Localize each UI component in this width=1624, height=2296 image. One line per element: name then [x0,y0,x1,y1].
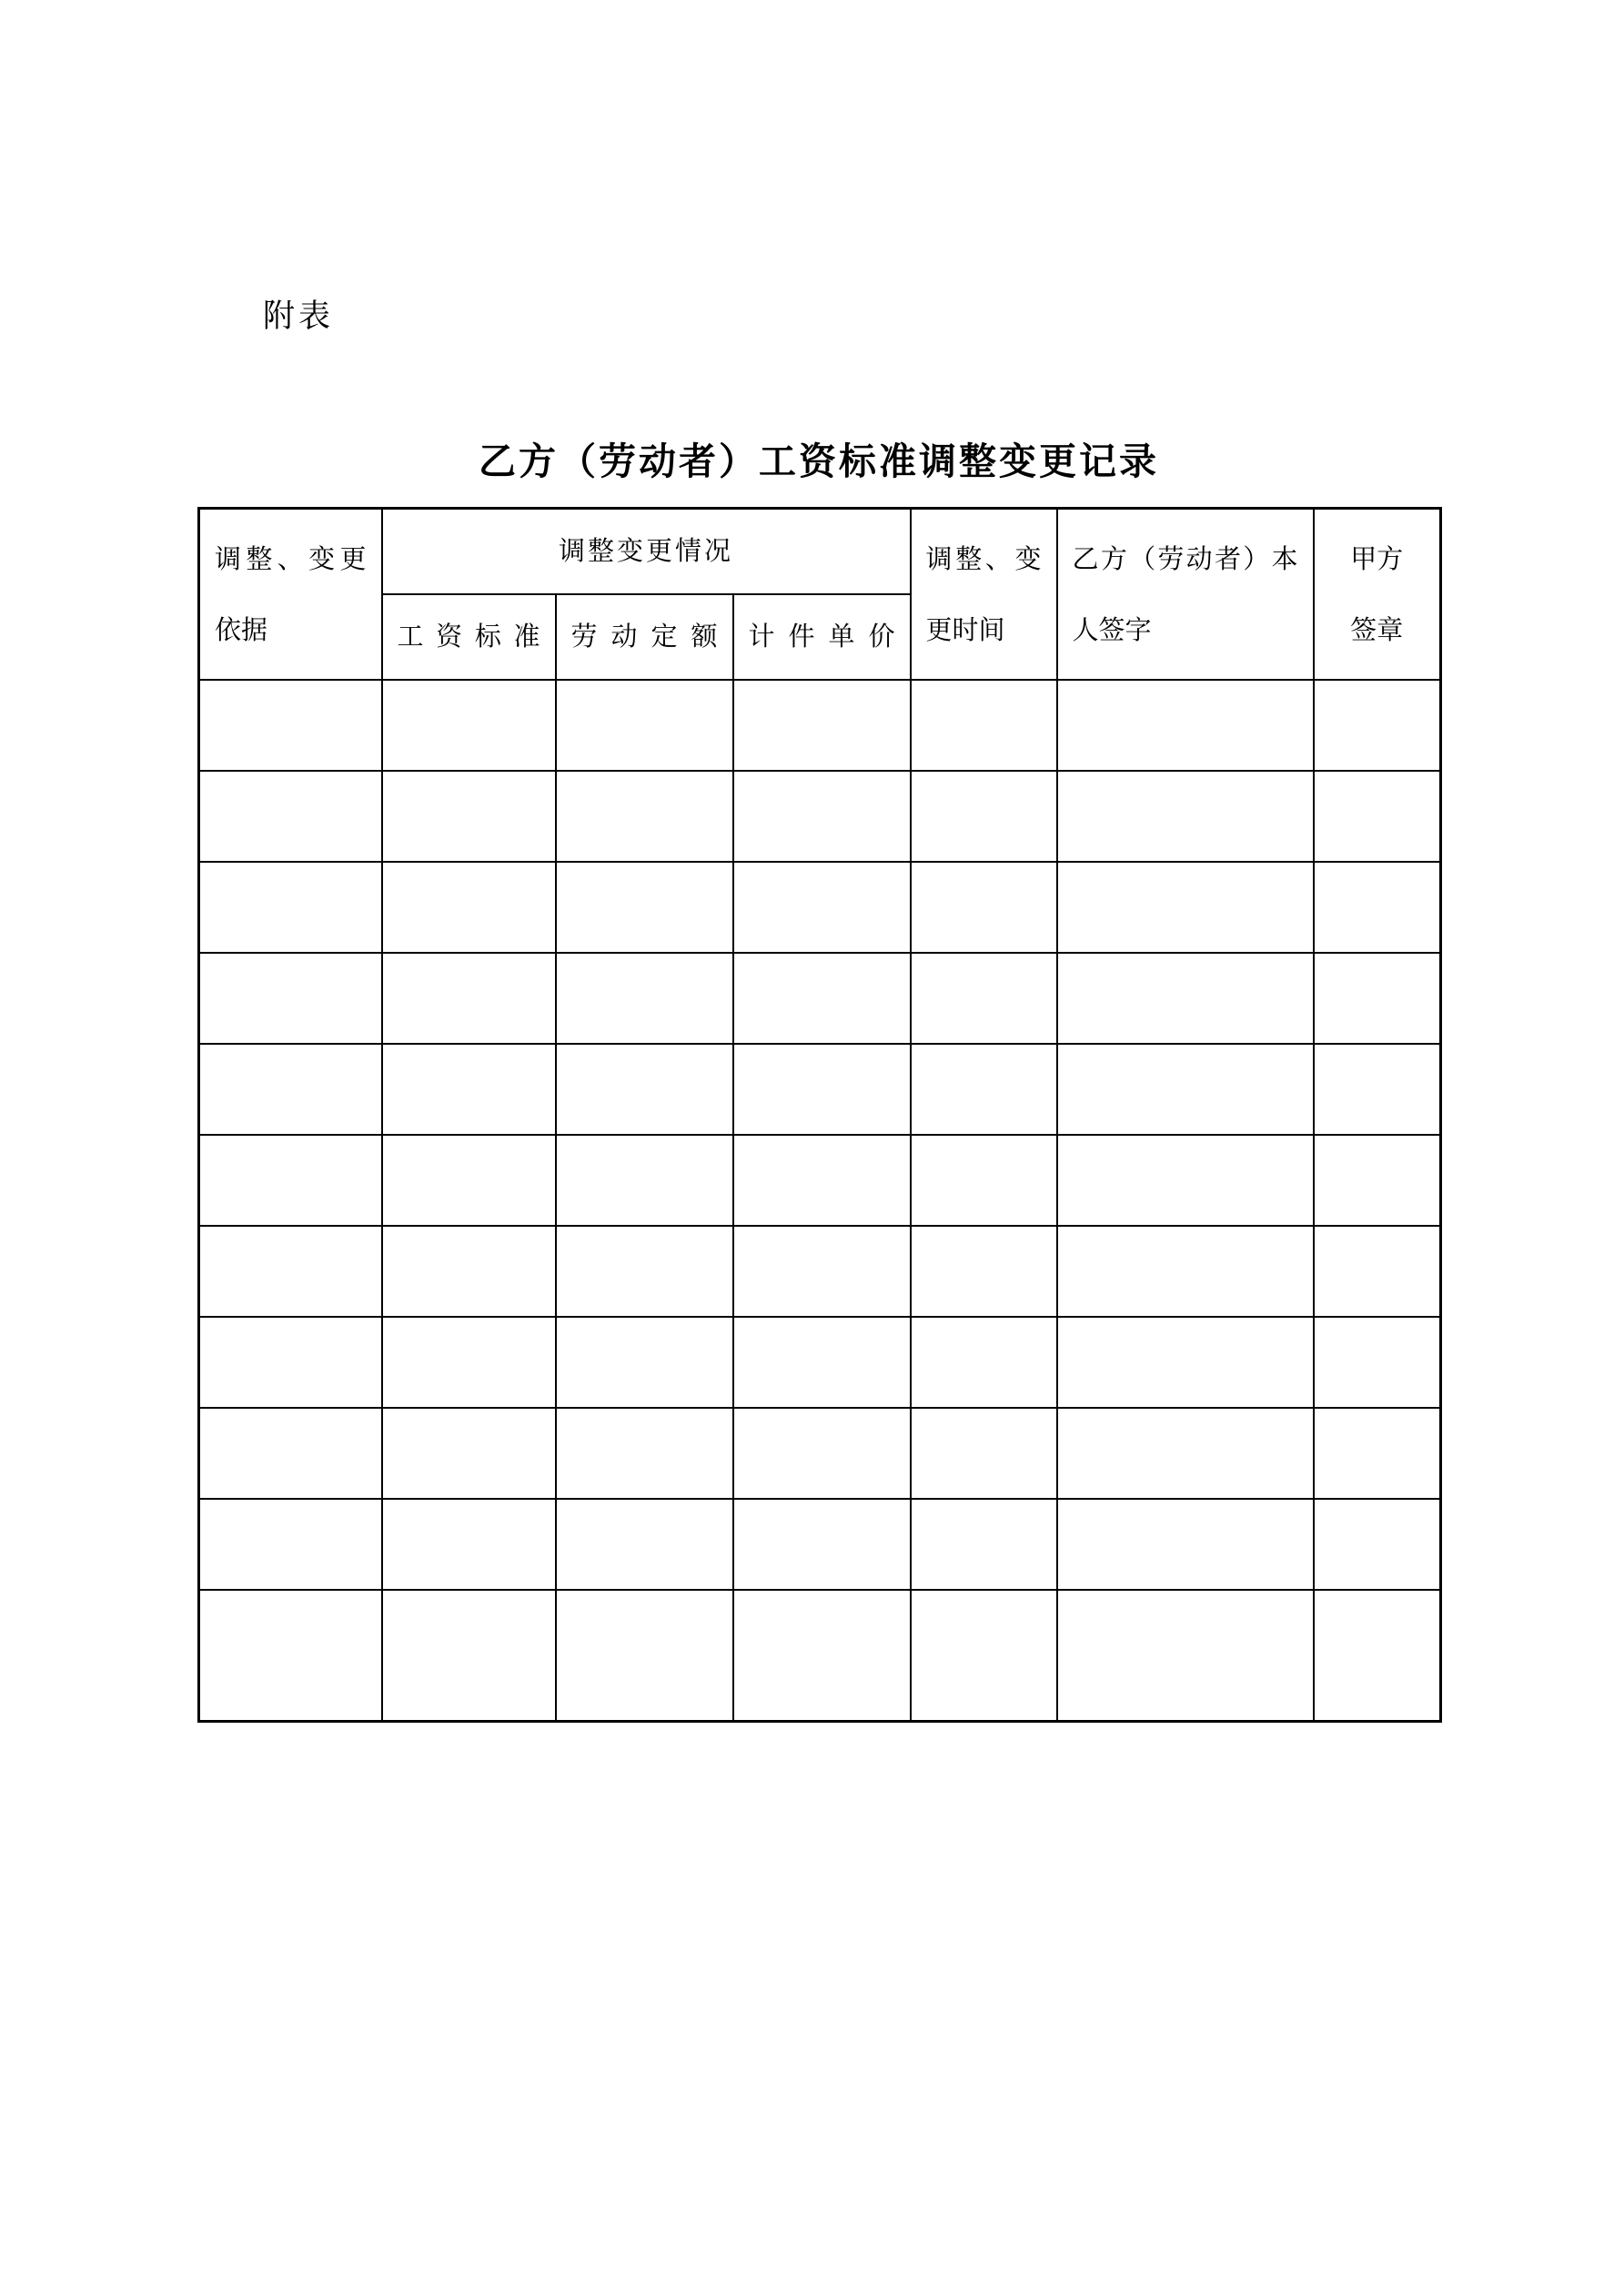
empty-cell [733,680,911,771]
empty-cell [1314,1226,1441,1317]
table-row [199,1499,1441,1590]
empty-cell [1314,1590,1441,1722]
empty-cell [382,680,556,771]
empty-cell [382,771,556,862]
empty-cell [1057,1135,1314,1226]
header-wage-standard-label: 工资标准 [397,620,540,652]
empty-cell [199,1499,382,1590]
header-party-a-line-1: 甲方 [1350,542,1404,574]
header-cell-basis [199,509,382,680]
empty-cell [911,1408,1057,1499]
empty-cell [382,1590,556,1722]
table-row [199,1408,1441,1499]
header-cell-party-b-signature [1057,509,1314,680]
empty-cell [556,1226,733,1317]
empty-cell [911,1226,1057,1317]
empty-cell [911,1590,1057,1722]
empty-cell [556,953,733,1044]
empty-cell [382,1499,556,1590]
header-party-a-line-2: 签章 [1350,613,1404,645]
header-cell-wage-standard [382,594,556,680]
empty-cell [556,862,733,953]
empty-cell [1314,1317,1441,1408]
header-basis-line-1: 调整、变更 [215,542,367,574]
empty-cell [1314,1408,1441,1499]
table-row [199,862,1441,953]
empty-cell [199,1590,382,1722]
empty-cell [1314,771,1441,862]
empty-cell [1314,862,1441,953]
empty-cell [382,862,556,953]
header-time-line-2: 更时间 [925,613,1005,645]
empty-cell [911,771,1057,862]
header-cell-labor-quota [556,594,733,680]
header-piece-unit-price-label: 计件单价 [748,620,895,652]
empty-cell [733,1408,911,1499]
empty-cell [199,1317,382,1408]
header-cell-party-a-seal [1314,509,1441,680]
empty-cell [556,771,733,862]
empty-cell [1057,1499,1314,1590]
empty-cell [1314,1499,1441,1590]
empty-cell [1057,1590,1314,1722]
empty-cell [1314,1044,1441,1135]
empty-cell [1057,953,1314,1044]
empty-cell [1057,1226,1314,1317]
table-row [199,680,1441,771]
empty-cell [382,1317,556,1408]
empty-cell [1057,1408,1314,1499]
empty-cell [733,1044,911,1135]
empty-cell [199,1408,382,1499]
empty-cell [733,1499,911,1590]
empty-cell [733,1226,911,1317]
empty-cell [911,1499,1057,1590]
empty-cell [382,1408,556,1499]
empty-cell [1057,771,1314,862]
table-row [199,771,1441,862]
table-row [199,1226,1441,1317]
empty-cell [733,1317,911,1408]
header-labor-quota-label: 劳动定额 [570,620,718,652]
empty-cell [556,1135,733,1226]
empty-cell [1314,1135,1441,1226]
empty-cell [199,771,382,862]
empty-cell [733,1135,911,1226]
header-cell-time [911,509,1057,680]
page-title: 乙方（劳动者）工资标准调整变更记录 [479,440,1159,483]
table-body [199,509,1441,1722]
empty-cell [733,1590,911,1722]
empty-cell [556,1408,733,1499]
empty-cell [199,1044,382,1135]
wage-adjustment-record-table [197,507,1442,1723]
empty-cell [911,1044,1057,1135]
empty-cell [733,862,911,953]
table-row [199,1044,1441,1135]
empty-cell [556,680,733,771]
empty-cell [199,953,382,1044]
empty-cell [1057,680,1314,771]
empty-cell [199,680,382,771]
attached-table-label: 附表 [263,298,335,335]
empty-cell [382,1044,556,1135]
empty-cell [382,1135,556,1226]
empty-cell [382,953,556,1044]
header-party-b-line-1: 乙方（劳动者）本 [1072,542,1298,574]
empty-cell [911,862,1057,953]
empty-cell [911,953,1057,1044]
header-time-line-1: 调整、变 [925,542,1042,574]
empty-cell [911,1135,1057,1226]
table-row [199,1135,1441,1226]
empty-cell [1314,953,1441,1044]
table-row [199,953,1441,1044]
header-cell-piece-unit-price [733,594,911,680]
empty-cell [556,1317,733,1408]
header-basis-line-2: 依据 [215,613,268,645]
header-party-b-line-2: 人签字 [1072,613,1152,645]
empty-cell [199,1226,382,1317]
header-cell-situation-group: 调整变更情况 [382,509,911,594]
empty-cell [911,680,1057,771]
empty-cell [911,1317,1057,1408]
empty-cell [1314,680,1441,771]
empty-cell [1057,862,1314,953]
empty-cell [733,771,911,862]
empty-cell [556,1499,733,1590]
table-row [199,1317,1441,1408]
header-row-1 [199,509,1441,594]
empty-cell [556,1044,733,1135]
empty-cell [382,1226,556,1317]
empty-cell [1057,1044,1314,1135]
empty-cell [199,1135,382,1226]
empty-cell [733,953,911,1044]
table-row [199,1590,1441,1722]
empty-cell [1057,1317,1314,1408]
empty-cell [556,1590,733,1722]
empty-cell [199,862,382,953]
